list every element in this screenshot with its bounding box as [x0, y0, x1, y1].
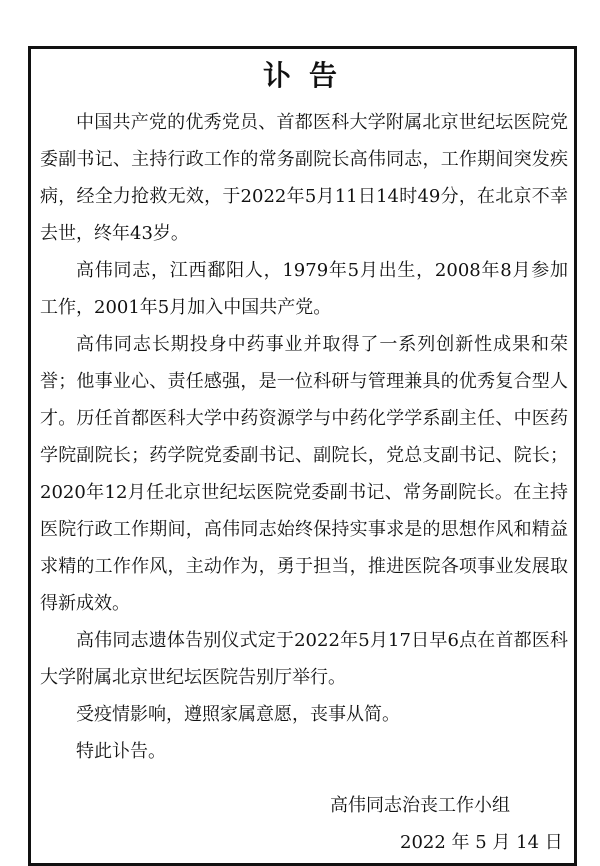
- signature: 高伟同志治丧工作小组: [330, 795, 510, 816]
- document-date: 2022 年 5 月 14 日: [400, 832, 563, 853]
- document-title: 讣告: [262, 59, 355, 92]
- obituary-body: [40, 104, 568, 770]
- paragraph-farewell-ceremony: 高伟同志遗体告别仪式定于2022年5月17日早6点在首都医科大学附属北京世纪坛医院告别厅举行。: [40, 630, 568, 688]
- paragraph-career: 高伟同志长期投身中药事业并取得了一系列创新性成果和荣誉；他事业心、责任感强，是一位科研与管理兼具的优秀复合型人才。历任首都医科大学中药资源学与中药化学学系副主任、中医药学院副院长；药学院党委副书记、副院长，党总支副书记、院长；2020年12月任北京世纪坛医院党委副书记、常务副院长。在主持医院行政工作期间，高伟同志始终保持实事求是的思想作风和精益求精的工作作风，主动作为，勇于担当，推进医院各项事业发展取得新成效。: [40, 334, 568, 614]
- paragraph-closing: 特此讣告。: [76, 741, 166, 762]
- paragraph-biography: 高伟同志，江西鄱阳人，1979年5月出生，2008年8月参加工作，2001年5月加入中国共产党。: [40, 260, 568, 318]
- paragraph-death-notice: 中国共产党的优秀党员、首都医科大学附属北京世纪坛医院党委副书记、主持行政工作的常务副院长高伟同志，工作期间突发疾病，经全力抢救无效，于2022年5月11日14时49分，在北京不幸去世，终年43岁。: [40, 112, 568, 244]
- paragraph-simple-funeral: 受疫情影响，遵照家属意愿，丧事从简。: [76, 704, 400, 725]
